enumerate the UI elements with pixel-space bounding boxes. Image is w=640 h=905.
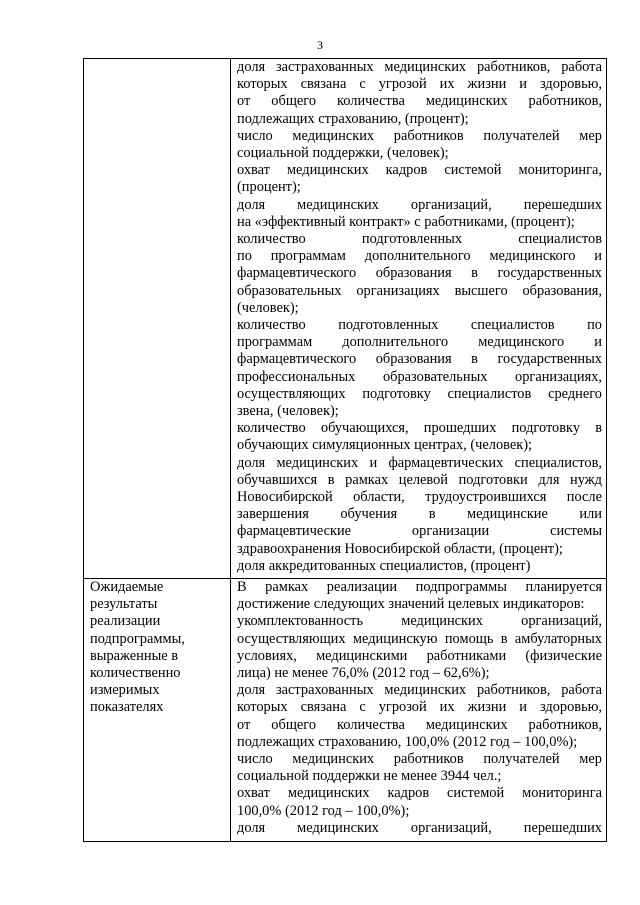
content-line: доля застрахованных медицинских работников, работа [237, 59, 602, 75]
table-row [84, 59, 607, 579]
content-line: от общего количества медицинских работников, [237, 93, 602, 110]
content-line: количество подготовленных специалистов по [237, 317, 602, 334]
content-line: количество обучающихся, прошедших подготовку в [237, 420, 602, 437]
content-line: 100,0% (2012 год – 100,0%); [237, 802, 410, 819]
content-line: обучающих симуляционных центрах, (человек); [237, 437, 533, 454]
row-label-line: измеримых [90, 682, 160, 699]
content-line: которых связана с угрозой их жизни и здоровью, [237, 699, 602, 716]
content-line: (человек); [237, 299, 299, 316]
content-line: которых связана с угрозой их жизни и здоровью, [237, 76, 602, 93]
row-label-line: подпрограммы, [90, 630, 185, 647]
content-line: по программам дополнительного медицинского и [237, 248, 602, 265]
content-line: подлежащих страхованию, 100,0% (2012 год – 100,0%); [237, 733, 578, 750]
content-line: обучавшихся в рамках целевой подготовки для нужд [237, 471, 602, 488]
content-line: от общего количества медицинских работников, [237, 716, 602, 733]
row-content-cell [231, 59, 607, 579]
row-label-line: реализации [90, 613, 161, 630]
content-line: на «эффективный контракт» с работниками, (процент); [237, 213, 575, 230]
content-line: звена, (человек); [237, 403, 339, 420]
content-line: условиях, медицинскими работниками (физические [237, 647, 602, 664]
content-line: программам дополнительного медицинского и [237, 334, 602, 351]
content-line: профессиональных образовательных организациях, [237, 368, 602, 385]
row-label-line: Ожидаемые [90, 579, 164, 595]
passport-table [83, 58, 607, 842]
row-label-line: результаты [90, 596, 158, 613]
content-line: достижение следующих значений целевых индикаторов: [237, 596, 585, 613]
content-line: фармацевтического образования в государственных [237, 351, 602, 368]
content-line: укомплектованность медицинских организаций, [237, 613, 602, 630]
row-label-line: количественно [90, 665, 181, 682]
content-line: доля медицинских организаций, перешедших [237, 196, 602, 213]
table-row [84, 579, 607, 842]
content-line: осуществляющих медицинскую помощь в амбулаторных [237, 630, 602, 647]
content-line: фармацевтического образования в государственных [237, 265, 602, 282]
content-line: образовательных организациях высшего образования, [237, 282, 602, 299]
content-line: фармацевтические организации системы [237, 523, 602, 540]
content-line: завершения обучения в медицинские или [237, 506, 602, 523]
content-line: В рамках реализации подпрограммы планируется [237, 579, 602, 595]
content-line: доля застрахованных медицинских работников, работа [237, 682, 602, 699]
content-line: число медицинских работников получателей мер [237, 127, 602, 144]
content-line: доля аккредитованных специалистов, (процент) [237, 557, 531, 574]
row-label-line: выраженные в [90, 647, 179, 664]
row-label-cell [84, 59, 231, 579]
content-line: количество подготовленных специалистов [237, 231, 602, 248]
row-content-cell [231, 579, 607, 842]
content-line: подлежащих страхованию, (процент); [237, 110, 469, 127]
content-line: доля медицинских и фармацевтических специалистов, [237, 454, 602, 471]
content-line: охват медицинских кадров системой мониторинга [237, 785, 602, 802]
content-line: осуществляющих подготовку специалистов среднего [237, 385, 602, 402]
content-line: социальной поддержки, (человек); [237, 145, 449, 162]
row-label-cell [84, 579, 231, 842]
content-line: социальной поддержки не менее 3944 чел.; [237, 768, 502, 785]
content-line: лица) не менее 76,0% (2012 год – 62,6%); [237, 665, 490, 682]
row-label-line: показателях [90, 699, 164, 716]
content-line: Новосибирской области, трудоустроившихся после [237, 489, 602, 506]
content-line: (процент); [237, 179, 301, 196]
content-line: здравоохранения Новосибирской области, (процент); [237, 540, 563, 557]
content-line: число медицинских работников получателей мер [237, 751, 602, 768]
page-number: 3 [317, 38, 323, 52]
content-line: доля медицинских организаций, перешедших [237, 819, 602, 836]
content-line: охват медицинских кадров системой мониторинга, [237, 162, 602, 179]
